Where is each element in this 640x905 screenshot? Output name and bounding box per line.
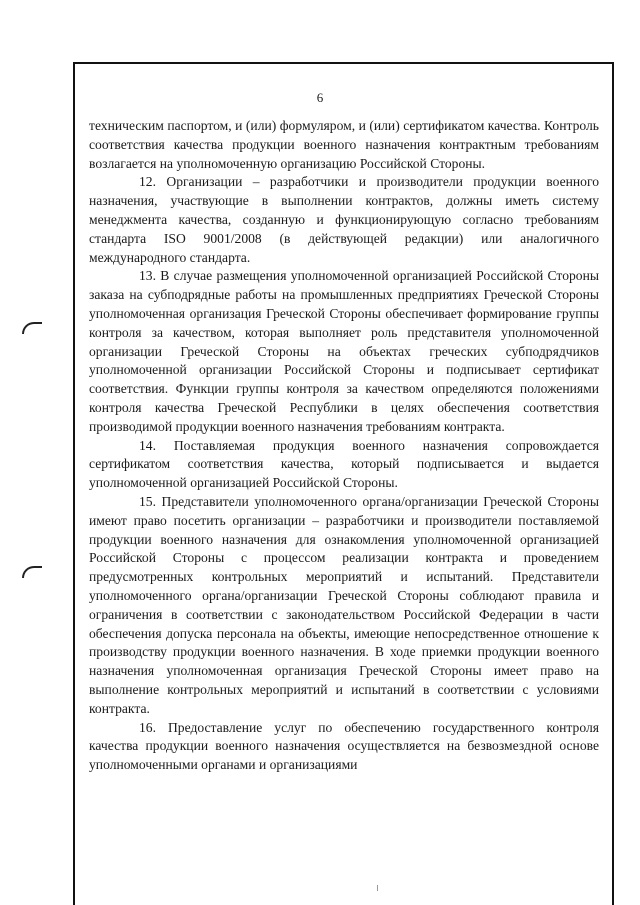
page-number: 6	[316, 90, 324, 105]
paragraph-15: 15. Представители уполномоченного органа/организации Греческой Стороны имеют право посетить организации – разработчики и производители поставляемой продукции военного назначения для ознакомления уполномоченной организацией Российской Стороны с процессом реализации контракта и проведением предусмотренных контрольных мероприятий и испытаний. Представители уполномоченного органа/организации Греческой Стороны соблюдают правила и ограничения в соответствии с законодательством Российской Федерации в части обеспечения допуска персонала на объекты, имеющие непосредственное отношение к производству продукции военного назначения. В ходе приемки продукции военного назначения уполномоченная организация Греческой Стороны имеет право на выполнение контрольных мероприятий и испытаний в соответствии с условиями контракта.	[89, 493, 599, 716]
paragraph-12: 12. Организации – разработчики и производители продукции военного назначения, участвующие в выполнении контрактов, должны иметь систему менеджмента качества, созданную и функционирующую согласно требованиям стандарта ISO 9001/2008 (в действующей редакции) или аналогичного международного стандарта.	[89, 174, 599, 265]
paragraph-16: 16. Предоставление услуг по обеспечению государственного контроля качества продукции военного назначения осуществляется на безвозмездной основе уполномоченными органами и организациями	[89, 719, 599, 773]
binder-hole-mark	[22, 566, 42, 578]
paragraph-14: 14. Поставляемая продукция военного назначения сопровождается сертификатом соответствия качества, который подписывается и выдается уполномоченной организацией Российской Стороны.	[89, 437, 599, 491]
paragraph-13: 13. В случае размещения уполномоченной организацией Российской Стороны заказа на субподрядные работы на промышленных предприятиях Греческой Стороны уполномоченная организация Греческой Стороны обеспечивает формирование группы контроля за качеством, которая выполняет роль представителя уполномоченной организации Греческой Стороны на объектах греческих субподрядчиков уполномоченной организации Российской Стороны и подписывает сертификат соответствия. Функции группы контроля за качеством определяются положениями контроля качества Греческой Республики в целях обеспечения соответствия производимой продукции военного назначения требованиям контракта.	[89, 268, 599, 434]
binder-hole-mark	[22, 322, 42, 334]
scan-artifact	[377, 885, 378, 891]
paragraph-continuation: техническим паспортом, и (или) формуляром, и (или) сертификатом качества. Контроль соответствия качества продукции военного назначения контрактным требованиям возлагается на уполномоченную организацию Российской Стороны.	[89, 118, 599, 171]
document-body	[89, 117, 599, 775]
